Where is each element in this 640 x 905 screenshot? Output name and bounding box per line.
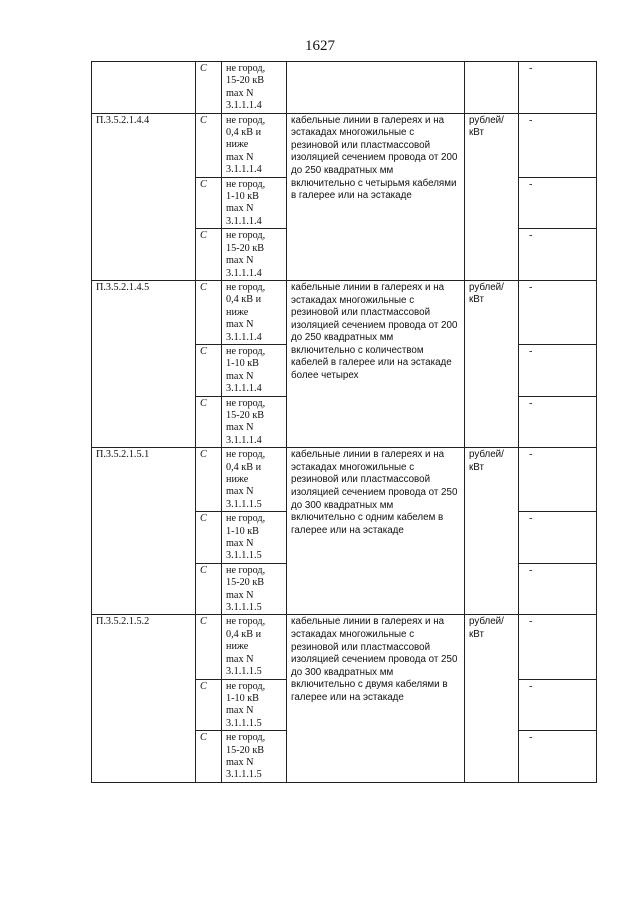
condition-cell: не город, 15-20 кВ max N 3.1.1.1.5 — [222, 563, 287, 615]
value-cell — [519, 679, 597, 731]
value-cell — [519, 344, 597, 396]
table-row — [92, 448, 597, 512]
table-row — [92, 62, 597, 114]
value-text: - — [529, 230, 533, 242]
condition-cell: не город, 0,4 кВ и ниже max N 3.1.1.1.4 — [222, 280, 287, 344]
value-cell — [519, 615, 597, 679]
unit-cell-empty — [465, 62, 519, 114]
condition-cell: не город, 15-20 кВ max N 3.1.1.1.4 — [222, 62, 287, 114]
value-text: - — [529, 178, 533, 190]
condition-cell: не город, 0,4 кВ и ниже max N 3.1.1.1.5 — [222, 615, 287, 679]
value-cell — [519, 229, 597, 281]
value-text: - — [529, 63, 533, 74]
value-cell — [519, 62, 597, 114]
category-cell: С — [196, 344, 222, 396]
description-cell: кабельные линии в галереях и на эстакадах многожильные с резиновой или пластмассовой изоляцией сечением провода от 250 до 300 квадратных мм включительно с одним кабелем в галерее или на эстакаде — [287, 448, 465, 615]
category-cell: С — [196, 177, 222, 229]
item-code-cell: П.3.5.2.1.4.5 — [92, 280, 196, 447]
value-cell — [519, 512, 597, 564]
unit-cell: рублей/ кВт — [465, 113, 519, 280]
tariff-table — [91, 61, 597, 783]
value-cell — [519, 396, 597, 448]
value-text: - — [529, 513, 533, 525]
value-text: - — [529, 397, 533, 409]
condition-cell: не город, 1-10 кВ max N 3.1.1.1.5 — [222, 512, 287, 564]
page-number: 1627 — [305, 38, 335, 54]
value-text: - — [529, 564, 533, 576]
description-cell-empty — [287, 62, 465, 114]
category-cell: С — [196, 229, 222, 281]
category-cell: С — [196, 731, 222, 783]
category-cell: С — [196, 113, 222, 177]
table-row — [92, 280, 597, 344]
value-text: - — [529, 680, 533, 692]
category-cell: С — [196, 448, 222, 512]
value-text: - — [529, 449, 533, 461]
category-cell: С — [196, 512, 222, 564]
category-cell: С — [196, 396, 222, 448]
unit-cell: рублей/ кВт — [465, 448, 519, 615]
description-cell: кабельные линии в галереях и на эстакадах многожильные с резиновой или пластмассовой изоляцией сечением провода от 200 до 250 квадратных мм включительно с четырьмя кабелями в галерее или на эстакаде — [287, 113, 465, 280]
category-cell: С — [196, 62, 222, 114]
item-code-cell: П.3.5.2.1.4.4 — [92, 113, 196, 280]
value-cell — [519, 731, 597, 783]
condition-cell: не город, 15-20 кВ max N 3.1.1.1.4 — [222, 396, 287, 448]
value-text: - — [529, 345, 533, 357]
condition-cell: не город, 1-10 кВ max N 3.1.1.1.4 — [222, 344, 287, 396]
value-text: - — [529, 114, 533, 126]
condition-cell: не город, 15-20 кВ max N 3.1.1.1.5 — [222, 731, 287, 783]
description-cell: кабельные линии в галереях и на эстакадах многожильные с резиновой или пластмассовой изоляцией сечением провода от 200 до 250 квадратных мм включительно с количеством кабелей в галерее или на эстакаде более четырех — [287, 280, 465, 447]
condition-cell: не город, 0,4 кВ и ниже max N 3.1.1.1.4 — [222, 113, 287, 177]
description-cell: кабельные линии в галереях и на эстакадах многожильные с резиновой или пластмассовой изоляцией сечением провода от 250 до 300 квадратных мм включительно с двумя кабелями в галерее или на эстакаде — [287, 615, 465, 782]
condition-cell: не город, 1-10 кВ max N 3.1.1.1.4 — [222, 177, 287, 229]
condition-cell: не город, 1-10 кВ max N 3.1.1.1.5 — [222, 679, 287, 731]
category-cell: С — [196, 563, 222, 615]
value-text: - — [529, 616, 533, 628]
item-code-cell: П.3.5.2.1.5.2 — [92, 615, 196, 782]
table-row — [92, 113, 597, 177]
unit-cell: рублей/ кВт — [465, 280, 519, 447]
value-cell — [519, 448, 597, 512]
unit-cell: рублей/ кВт — [465, 615, 519, 782]
category-cell: С — [196, 615, 222, 679]
value-cell — [519, 177, 597, 229]
value-cell — [519, 113, 597, 177]
category-cell: С — [196, 679, 222, 731]
condition-cell: не город, 15-20 кВ max N 3.1.1.1.4 — [222, 229, 287, 281]
tariff-table-body — [92, 62, 597, 783]
value-text: - — [529, 281, 533, 293]
table-row — [92, 615, 597, 679]
value-text: - — [529, 732, 533, 744]
code-cell-empty — [92, 62, 196, 114]
item-code-cell: П.3.5.2.1.5.1 — [92, 448, 196, 615]
category-cell: С — [196, 280, 222, 344]
value-cell — [519, 563, 597, 615]
value-cell — [519, 280, 597, 344]
condition-cell: не город, 0,4 кВ и ниже max N 3.1.1.1.5 — [222, 448, 287, 512]
